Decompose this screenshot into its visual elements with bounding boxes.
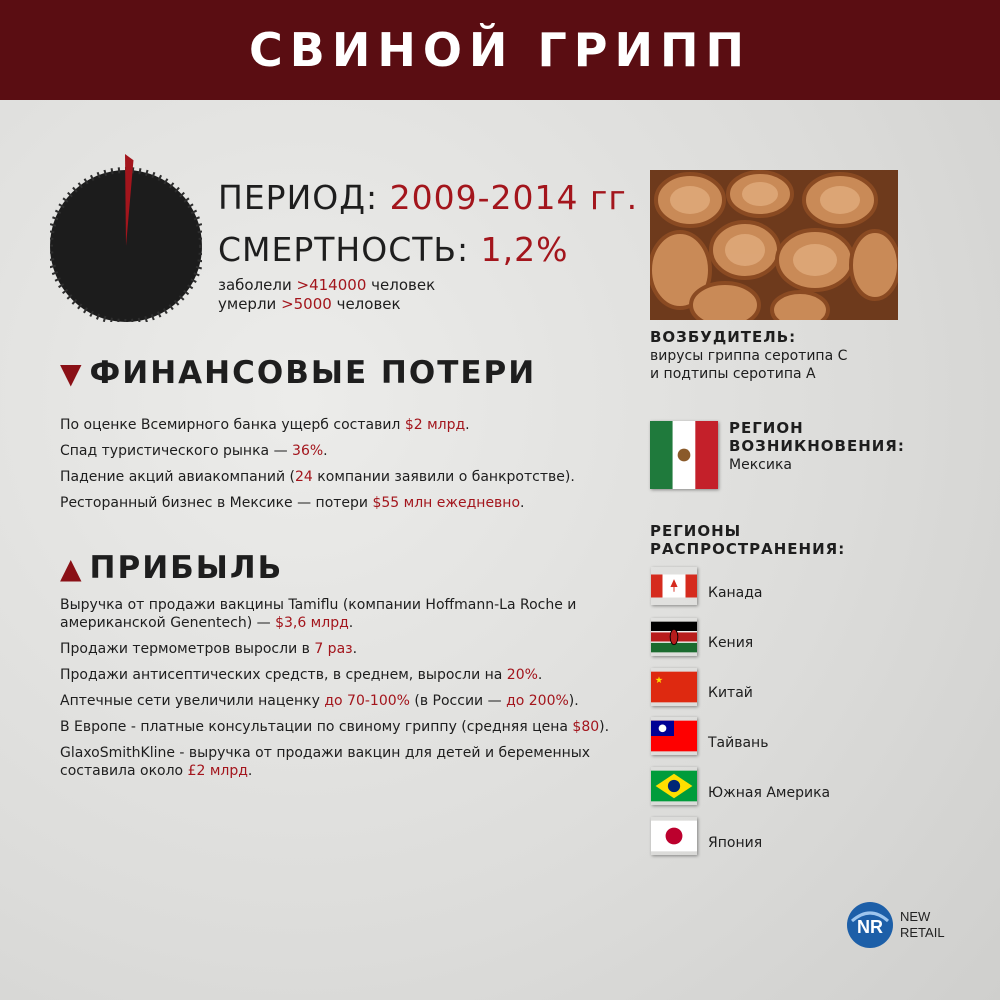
losses-item [60,416,620,434]
profit-item-text: . [348,615,354,631]
origin-country: Мексика [729,457,792,473]
virus-image [650,170,898,320]
profit-item-highlight: $3,6 млрд [275,615,349,631]
profit-title: ПРИБЫЛЬ [89,550,284,586]
losses-item [60,442,620,460]
profit-item-text: ). [599,719,610,735]
losses-item-text: Спад туристического рынка — [60,443,293,459]
pathogen-text [650,347,847,383]
losses-title: ФИНАНСОВЫЕ ПОТЕРИ [89,355,537,391]
losses-item-text: . [465,417,470,433]
mortality-value: 1,2% [480,230,569,269]
country-kenya: Кения [708,635,754,651]
losses-item-text: Падение акций авиакомпаний ( [60,469,296,485]
pathogen-label: ВОЗБУДИТЕЛЬ: [650,328,797,346]
spread-label [650,522,845,558]
svg-text:★ [655,675,663,686]
china-flag [651,668,697,706]
mexico-flag [650,421,718,489]
profit-list [60,596,620,788]
spread-label-2: РАСПРОСТРАНЕНИЯ: [650,540,846,558]
losses-item-text: . [323,443,328,459]
profit-item-text: ). [568,693,579,709]
losses-item-text: По оценке Всемирного банка ущерб составил [60,417,405,433]
losses-item-highlight: $55 млн ежедневно [372,495,521,511]
profit-item [60,640,620,658]
header-banner [0,0,1000,100]
country-south-america: Южная Америка [708,785,831,801]
stats-block [218,172,638,314]
country-taiwan: Тайвань [708,735,769,751]
kenya-flag [651,618,697,656]
profit-heading [60,550,283,586]
losses-item-text: . [520,495,525,511]
profit-item [60,666,620,684]
down-triangle-icon: ▼ [60,356,84,390]
profit-item-highlight: $80 [572,719,600,735]
origin-label-2: ВОЗНИКНОВЕНИЯ: [729,437,905,455]
profit-item-text: Продажи термометров выросли в [60,641,315,657]
brazil-flag [651,767,697,805]
japan-flag [651,817,697,855]
profit-item-text: В Европе - платные консультации по свиному гриппу (средняя цена [60,719,573,735]
logo-line-2: RETAIL [900,925,945,940]
up-triangle-icon: ▲ [60,551,84,585]
logo-mark: NR [857,917,883,937]
profit-item [60,744,620,780]
profit-item-text: Аптечные сети увеличили наценку [60,693,325,709]
profit-item-highlight: до 70-100% [324,693,410,709]
canada-flag [651,567,697,605]
nr-logo-icon [846,901,894,949]
spread-label-1: РЕГИОНЫ [650,522,742,540]
mortality-line [218,224,638,276]
profit-item-text: (в России — [409,693,507,709]
country-canada: Канада [708,585,763,601]
period-value: 2009-2014 гг. [389,178,639,217]
mortality-pie-chart [50,152,202,322]
pathogen-line-2: и подтипы серотипа А [650,366,816,382]
dead-value: >5000 [281,295,332,313]
origin-label-1: РЕГИОН [729,419,804,437]
pathogen-line-1: вирусы гриппа серотипа С [650,348,848,364]
sick-suffix: человек [371,276,436,294]
profit-item-highlight: 20% [506,667,538,683]
sick-value: >414000 [296,276,367,294]
profit-item-text: . [247,763,253,779]
country-japan: Япония [708,835,763,851]
sick-prefix: заболели [218,276,292,294]
profit-item-text: . [352,641,358,657]
profit-item-text: Продажи антисептических средств, в среднем, выросли на [60,667,507,683]
profit-item-highlight: £2 млрд [187,763,248,779]
page-title: СВИНОЙ ГРИПП [249,23,751,77]
losses-item [60,468,620,486]
origin-label [729,419,905,455]
losses-item [60,494,620,512]
sick-line [218,276,638,295]
logo-line-1: NEW [900,909,931,924]
profit-item-text: . [537,667,543,683]
losses-item-highlight: 36% [292,443,324,459]
losses-item-highlight: $2 млрд [404,417,466,433]
profit-item [60,718,620,736]
mortality-label: СМЕРТНОСТЬ: [218,230,470,269]
dead-prefix: умерли [218,295,277,313]
dead-line [218,295,638,314]
losses-list [60,416,620,520]
profit-item-text: GlaxoSmithKline - выручка от продажи вакцин для детей и беременных составила около [60,745,591,779]
profit-item [60,596,620,632]
losses-heading [60,355,536,391]
taiwan-flag [651,717,697,755]
losses-item-text: компании заявили о банкротстве). [312,469,575,485]
dead-suffix: человек [336,295,401,313]
losses-item-text: Ресторанный бизнес в Мексике — потери [60,495,373,511]
profit-item-highlight: 7 раз [314,641,353,657]
losses-item-highlight: 24 [295,469,313,485]
period-label: ПЕРИОД: [218,178,379,217]
profit-item-highlight: до 200% [506,693,569,709]
profit-item-text: Выручка от продажи вакцины Tamiflu (компании Hoffmann-La Roche и американской Genentech) — [60,597,577,631]
country-china: Китай [708,685,753,701]
period-line [218,172,638,224]
profit-item [60,692,620,710]
